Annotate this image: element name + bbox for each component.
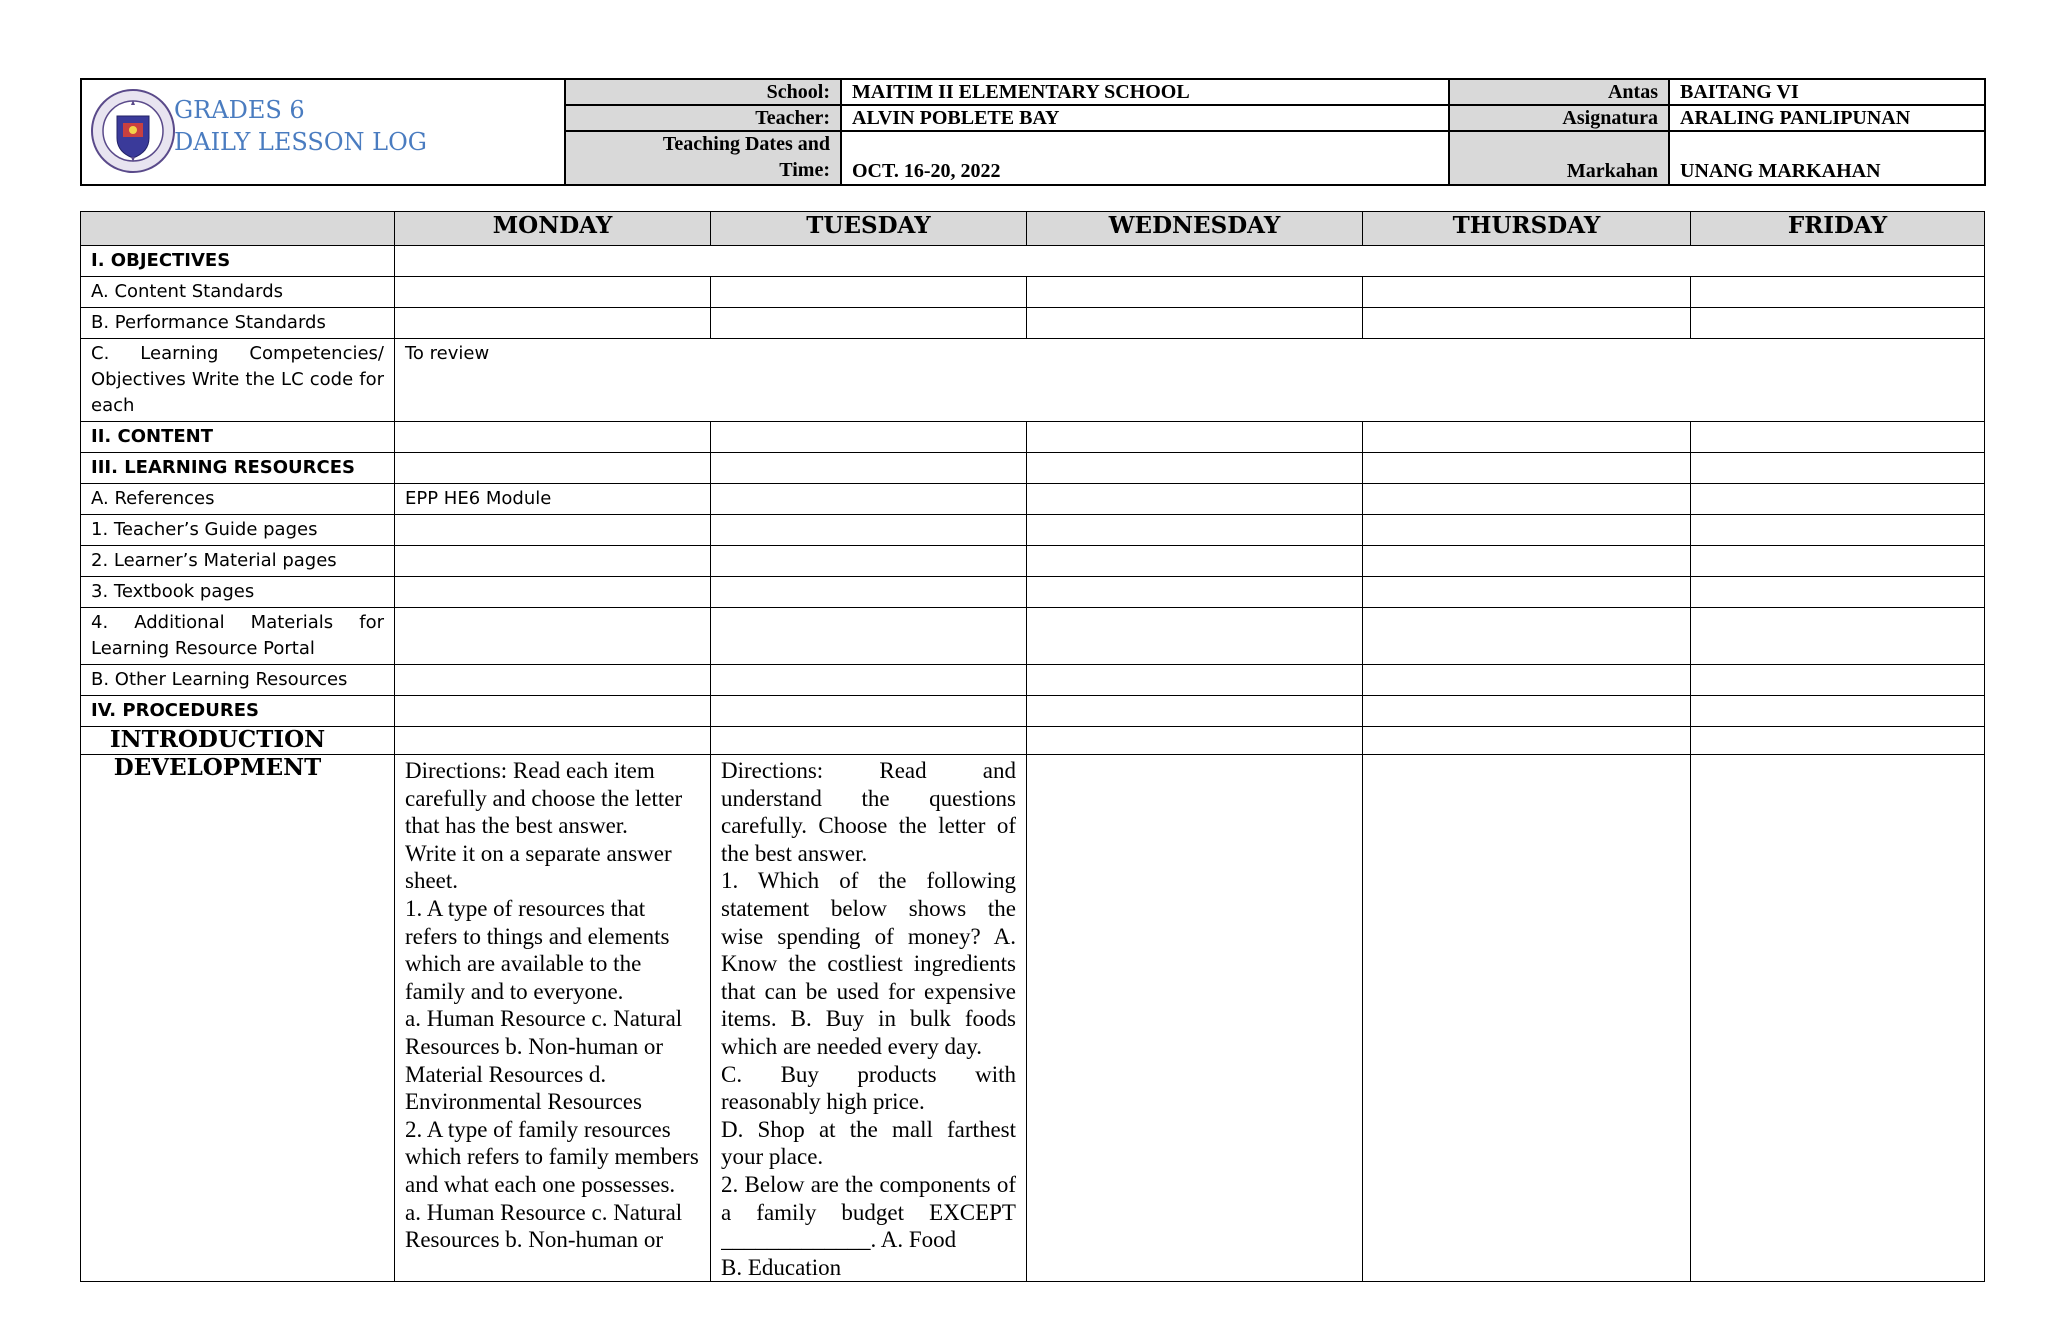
table-row xyxy=(81,246,1985,277)
dates-label-line1: Teaching Dates and xyxy=(662,133,830,155)
paragraph: B. Education xyxy=(721,1254,842,1277)
cell xyxy=(1363,484,1691,515)
row-label-introduction: INTRODUCTION xyxy=(81,727,395,755)
dates-value: OCT. 16-20, 2022 xyxy=(842,132,1450,184)
day-friday: FRIDAY xyxy=(1691,212,1985,246)
cell xyxy=(1691,484,1985,515)
header-row-school xyxy=(566,80,1984,106)
row-label-other-resources: B. Other Learning Resources xyxy=(81,665,395,696)
day-header-row xyxy=(81,212,1985,246)
row-label-objectives: I. OBJECTIVES xyxy=(81,246,395,277)
cell xyxy=(1027,308,1363,339)
cell xyxy=(1027,277,1363,308)
paragraph: a. Human Resource c. Natural Resources b. Non-human or Material Resources d. Environmental Resources xyxy=(405,1006,683,1115)
day-wednesday: WEDNESDAY xyxy=(1027,212,1363,246)
table-row xyxy=(81,696,1985,727)
cell xyxy=(1027,546,1363,577)
cell xyxy=(711,453,1027,484)
paragraph: D. Shop at the mall farthest your place. xyxy=(721,1116,1016,1170)
paragraph: C. Buy products with reasonably high price. xyxy=(721,1061,1016,1115)
cell xyxy=(1691,727,1985,755)
cell xyxy=(1027,608,1363,665)
cell xyxy=(1027,727,1363,755)
cell xyxy=(1691,453,1985,484)
table-row xyxy=(81,453,1985,484)
paragraph: Write it on a separate answer sheet. xyxy=(405,840,672,894)
paragraph: 2. Below are the components of a family budget EXCEPT _____________. A. Food xyxy=(721,1171,1016,1253)
table-row xyxy=(81,608,1985,665)
cell xyxy=(1027,484,1363,515)
header-row-teacher xyxy=(566,106,1984,132)
antas-label: Antas xyxy=(1450,80,1670,104)
logo-cell xyxy=(82,80,566,184)
asignatura-label: Asignatura xyxy=(1450,106,1670,130)
cell xyxy=(711,308,1027,339)
row-label-content: II. CONTENT xyxy=(81,422,395,453)
table-row xyxy=(81,308,1985,339)
row-label-learning-competencies: C. Learning Competencies/ Objectives Write the LC code for each xyxy=(81,339,395,422)
cell xyxy=(395,422,711,453)
markahan-value: UNANG MARKAHAN xyxy=(1670,132,1984,184)
title-grades: GRADES 6 xyxy=(174,96,305,124)
cell xyxy=(1691,546,1985,577)
cell xyxy=(1691,696,1985,727)
cell xyxy=(1691,515,1985,546)
paragraph: 1. Which of the following statement below shows the wise spending of money? A. Know the costliest ingredients that can be used for expensive items. B. Buy in bulk foods which are needed every day. xyxy=(721,868,1016,1059)
row-label-references: A. References xyxy=(81,484,395,515)
lesson-log-table xyxy=(80,211,1985,1282)
row-label-teachers-guide: 1. Teacher’s Guide pages xyxy=(81,515,395,546)
cell xyxy=(711,577,1027,608)
asignatura-value: ARALING PANLIPUNAN xyxy=(1670,106,1984,130)
table-row xyxy=(81,546,1985,577)
references-monday: EPP HE6 Module xyxy=(395,484,711,515)
cell xyxy=(1691,277,1985,308)
cell xyxy=(1363,422,1691,453)
paragraph: 2. A type of family resources which refers to family members and what each one possesses. xyxy=(405,1116,699,1197)
cell xyxy=(711,277,1027,308)
table-row xyxy=(81,484,1985,515)
cell xyxy=(1363,453,1691,484)
row-label-development: DEVELOPMENT xyxy=(81,755,395,1282)
cell xyxy=(395,546,711,577)
cell xyxy=(395,515,711,546)
cell xyxy=(1027,577,1363,608)
table-row xyxy=(81,727,1985,755)
cell xyxy=(1691,665,1985,696)
cell xyxy=(1363,577,1691,608)
table-row xyxy=(81,422,1985,453)
day-thursday: THURSDAY xyxy=(1363,212,1691,246)
development-tuesday xyxy=(711,755,1027,1282)
cell xyxy=(1691,577,1985,608)
dates-label xyxy=(566,132,842,184)
cell xyxy=(711,546,1027,577)
cell xyxy=(1027,422,1363,453)
teacher-value: ALVIN POBLETE BAY xyxy=(842,106,1450,130)
cell xyxy=(1363,696,1691,727)
row-label-learners-material: 2. Learner’s Material pages xyxy=(81,546,395,577)
table-row xyxy=(81,277,1985,308)
development-monday-text xyxy=(405,757,700,1277)
teacher-label: Teacher: xyxy=(566,106,842,130)
cell xyxy=(395,665,711,696)
cell xyxy=(711,515,1027,546)
cell xyxy=(1363,608,1691,665)
cell xyxy=(1027,665,1363,696)
cell xyxy=(711,484,1027,515)
learning-competencies-monday: To review xyxy=(395,339,1985,422)
row-label-content-standards: A. Content Standards xyxy=(81,277,395,308)
table-row xyxy=(81,339,1985,422)
table-row xyxy=(81,665,1985,696)
table-row xyxy=(81,577,1985,608)
cell xyxy=(711,696,1027,727)
table-row xyxy=(81,515,1985,546)
cell xyxy=(1027,755,1363,1282)
title-daily-lesson-log: DAILY LESSON LOG xyxy=(174,128,427,156)
markahan-label: Markahan xyxy=(1450,132,1670,184)
cell xyxy=(395,727,711,755)
cell xyxy=(1363,665,1691,696)
school-value: MAITIM II ELEMENTARY SCHOOL xyxy=(842,80,1450,104)
dates-label-line2: Time: xyxy=(779,159,830,181)
cell xyxy=(711,727,1027,755)
antas-value: BAITANG VI xyxy=(1670,80,1984,104)
cell xyxy=(1363,277,1691,308)
log-title xyxy=(174,94,427,158)
cell xyxy=(395,608,711,665)
cell xyxy=(1363,515,1691,546)
day-monday: MONDAY xyxy=(395,212,711,246)
cell xyxy=(395,696,711,727)
paragraph: Directions: Read each item carefully and choose the letter that has the best answer. xyxy=(405,758,683,839)
cell xyxy=(1691,308,1985,339)
cell xyxy=(1027,515,1363,546)
row-label-performance-standards: B. Performance Standards xyxy=(81,308,395,339)
paragraph: Directions: Read and understand the questions carefully. Choose the letter of the best answer. xyxy=(721,758,1016,866)
cell xyxy=(1027,696,1363,727)
cell xyxy=(1691,608,1985,665)
paragraph: a. Human Resource c. Natural Resources b. Non-human or xyxy=(405,1199,683,1253)
paragraph: 1. A type of resources that refers to things and elements which are available to the family and to everyone. xyxy=(405,895,670,1004)
cell xyxy=(711,608,1027,665)
row-label-learning-resources: III. LEARNING RESOURCES xyxy=(81,453,395,484)
corner-cell xyxy=(81,212,395,246)
cell xyxy=(395,277,711,308)
cell xyxy=(1363,727,1691,755)
development-tuesday-text xyxy=(721,757,1016,1277)
header-row-dates xyxy=(566,132,1984,184)
row-label-textbook: 3. Textbook pages xyxy=(81,577,395,608)
cell xyxy=(395,308,711,339)
cell xyxy=(711,422,1027,453)
header-box xyxy=(80,78,1986,186)
deped-seal-icon xyxy=(90,88,176,174)
row-label-additional-materials: 4. Additional Materials for Learning Resource Portal xyxy=(81,608,395,665)
cell xyxy=(1027,453,1363,484)
cell xyxy=(1691,755,1985,1282)
row-label-procedures: IV. PROCEDURES xyxy=(81,696,395,727)
cell xyxy=(1363,755,1691,1282)
cell xyxy=(711,665,1027,696)
school-label: School: xyxy=(566,80,842,104)
cell xyxy=(1363,308,1691,339)
table-row xyxy=(81,755,1985,1282)
day-tuesday: TUESDAY xyxy=(711,212,1027,246)
development-monday xyxy=(395,755,711,1282)
cell xyxy=(1363,546,1691,577)
cell xyxy=(1691,422,1985,453)
objectives-span-cell xyxy=(395,246,1985,277)
cell xyxy=(395,577,711,608)
cell xyxy=(395,453,711,484)
